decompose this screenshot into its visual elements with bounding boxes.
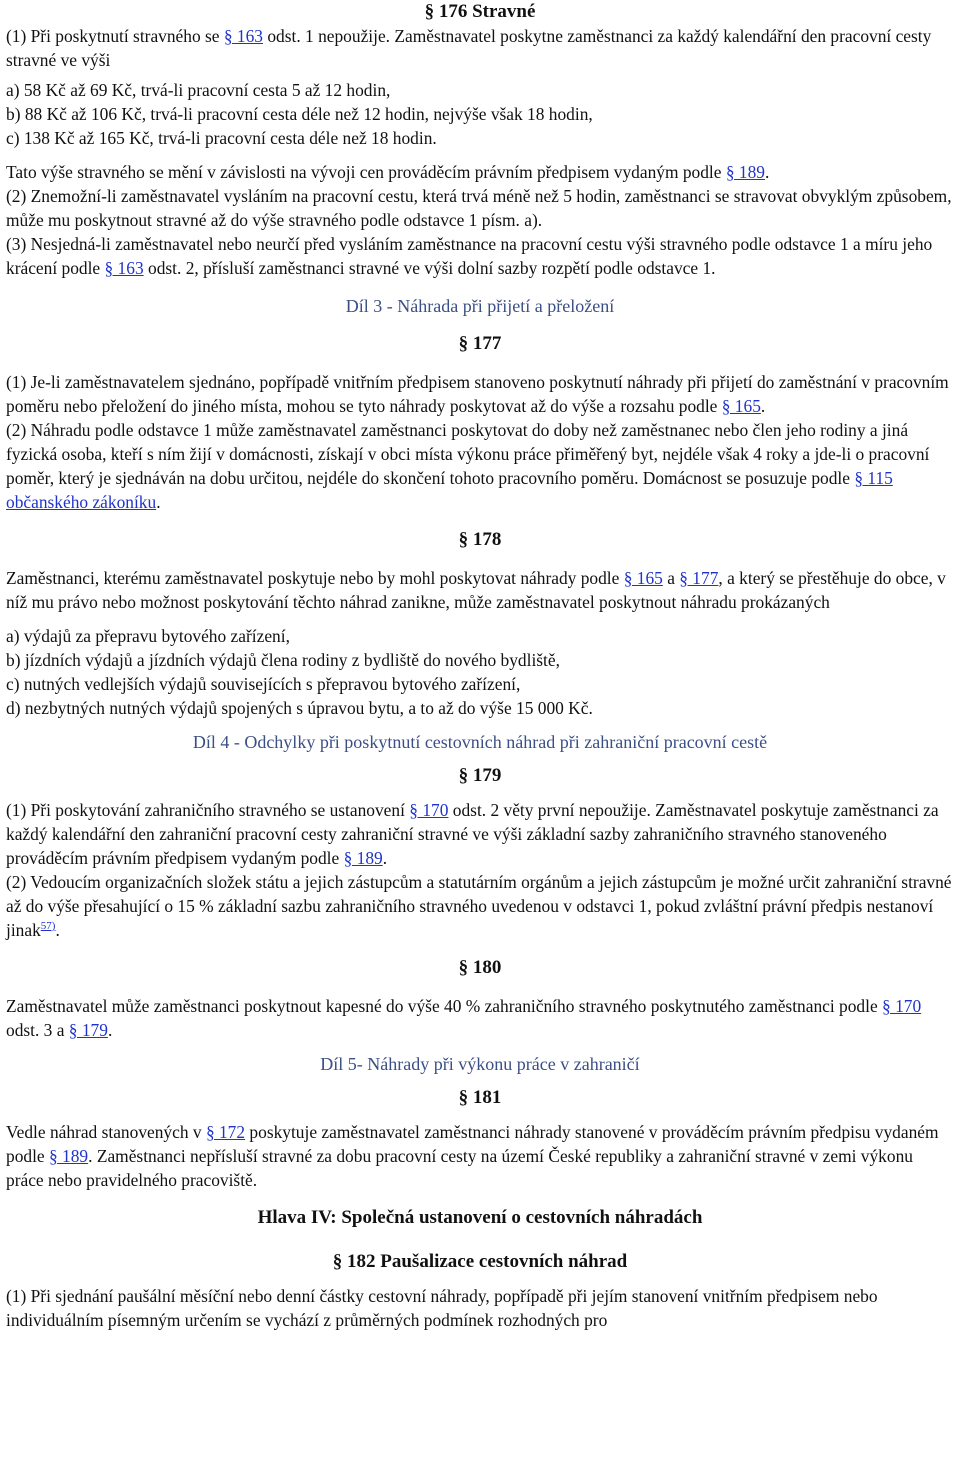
link-172[interactable]: § 172 [205,1122,246,1142]
link-189[interactable]: § 189 [725,162,765,182]
section-180-heading: § 180 [458,957,502,978]
section-176-heading: § 176 Stravné [424,1,536,22]
s179-paragraph-2: (2) Vedoucím organizačních složek státu a jejich zástupcům a statutárním orgánům a jejich zástupcům je možné určit zahraniční stravné až do výše přesahující o 15 % základní sazbu zahraničního stravného uvedenou v odstavci 1, pokud zvláštní právní předpis nestanoví jinak$^{57)}$. [6,872,952,940]
link-165[interactable]: § 165 [721,396,761,416]
link-177[interactable]: § 177 [679,568,719,588]
link-170b[interactable]: § 170 [882,996,922,1016]
s179-paragraph-1: (1) Při poskytování zahraničního stravného se ustanovení § 170 odst. 2 věty první nepoužije. Zaměstnavatel poskytuje zaměstnanci za každý kalendářní den zahraniční pracovní cesty zahraniční stravné ve výši základní sazby zahraničního stravného stanoveného prováděcím právním předpisem vydaným podle § 189. [6,800,939,868]
dil-5-heading: Díl 5- Náhrady při výkonu práce v zahraničí [320,1054,640,1074]
link-179[interactable]: § 179 [68,1020,108,1040]
link-170[interactable]: § 170 [409,800,449,820]
dil-3-heading: Díl 3 - Náhrada při přijetí a přeložení [345,296,615,316]
s176-paragraph-1: (1) Při poskytnutí stravného se § 163 odst. 1 nepoužije. Zaměstnavatel poskytne zaměstnanci za každý kalendářní den pracovní cesty stravné ve výši [6,26,932,70]
s176-item-c: c) 138 Kč až 165 Kč, trvá-li pracovní cesta déle než 18 hodin. [6,128,437,148]
link-115-civil-code[interactable]: § 115 občanského zákoníku [6,468,893,512]
s176-item-b: b) 88 Kč až 106 Kč, trvá-li pracovní cesta déle než 12 hodin, nejvýše však 18 hodin, [6,104,593,124]
s182-paragraph-1: (1) Při sjednání paušální měsíční nebo denní částky cestovní náhrady, popřípadě při jejím stanovení vnitřním předpisem nebo individuálním písemným určením se vychází z průměrných podmínek rozhodných pro [6,1286,878,1330]
link-165b[interactable]: § 165 [623,568,663,588]
dil-4-heading: Díl 4 - Odchylky při poskytnutí cestovních náhrad při zahraniční pracovní cestě [192,732,768,752]
s178-item-d: d) nezbytných nutných výdajů spojených s úpravou bytu, a to až do výše 15 000 Kč. [6,698,593,718]
s178-item-b: b) jízdních výdajů a jízdních výdajů člena rodiny z bydliště do nového bydliště, [6,650,560,670]
s180-paragraph-1: Zaměstnavatel může zaměstnanci poskytnout kapesné do výše 40 % zahraničního stravného poskytnutého zaměstnanci podle § 170 odst. 3 a § 179. [6,996,922,1040]
s176-item-a: a) 58 Kč až 69 Kč, trvá-li pracovní cesta 5 až 12 hodin, [6,80,391,100]
s176-tato-paragraph: Tato výše stravného se mění v závislosti na vývoji cen prováděcím právním předpisem vydaným podle § 189. [6,162,770,182]
link-163[interactable]: § 163 [223,26,263,46]
footnote-57-link[interactable]: 57) [40,920,56,933]
section-179-heading: § 179 [458,765,502,786]
hlava-4-heading: Hlava IV: Společná ustanovení o cestovních náhradách [257,1207,703,1228]
s177-paragraph-1: (1) Je-li zaměstnavatelem sjednáno, popřípadě vnitřním předpisem stanoveno poskytnutí náhrady při přijetí do zaměstnání v pracovním poměru nebo přeložení do jiného místa, mohou se tyto náhrady poskytovat až do výše a rozsahu podle § 165. [6,372,949,416]
section-178-heading: § 178 [458,529,502,550]
section-181-heading: § 181 [458,1087,502,1108]
section-177-heading: § 177 [458,333,502,354]
section-182-heading: § 182 Paušalizace cestovních náhrad [332,1251,628,1272]
s176-paragraph-2: (2) Znemožní-li zaměstnavatel vysláním na pracovní cestu, která trvá méně než 5 hodin, zaměstnanci se stravovat obvyklým způsobem, může mu poskytnout stravné až do výše stravného podle odstavce 1 písm. a). [6,186,952,230]
s178-item-c: c) nutných vedlejších výdajů souvisejících s přepravou bytového zařízení, [6,674,521,694]
link-189c[interactable]: § 189 [49,1146,89,1166]
s177-paragraph-2: (2) Náhradu podle odstavce 1 může zaměstnavatel zaměstnanci poskytovat do doby než zaměstnanec nebo člen jeho rodiny a jiná fyzická osoba, kteří s ním žijí v domácnosti, získají v obci místa výkonu práce přiměřený byt, nejdéle však 4 roky a jde-li o pracovní poměr, který je sjednáván na dobu určitou, nejdéle do skončení tohoto pracovního poměru. Domácnost se posuzuje podle § 115 občanského zákoníku. [6,420,930,512]
link-189b[interactable]: § 189 [343,848,383,868]
s178-item-a: a) výdajů za přepravu bytového zařízení, [6,626,290,646]
s176-paragraph-3: (3) Nesjedná-li zaměstnavatel nebo neurčí před vysláním zaměstnance na pracovní cestu výši stravného podle odstavce 1 a míru jeho krácení podle § 163 odst. 2, přísluší zaměstnanci stravné ve výši dolní sazby rozpětí podle odstavce 1. [6,234,933,278]
s178-paragraph-1: Zaměstnanci, kterému zaměstnavatel poskytuje nebo by mohl poskytovat náhrady podle § 165 a § 177, a který se přestěhuje do obce, v níž mu právo nebo možnost poskytování těchto náhrad zanikne, může zaměstnavatel poskytnout náhradu prokázaných [6,568,946,612]
link-163b[interactable]: § 163 [104,258,144,278]
s181-paragraph-1: Vedle náhrad stanovených v § 172 poskytuje zaměstnavatel zaměstnanci náhrady stanovené v prováděcím právním předpisu vydaném podle § 189. Zaměstnanci nepřísluší stravné za dobu pracovní cesty na území České republiky a zahraniční stravné v zemi výkonu práce nebo pravidelného pracoviště. [6,1122,939,1190]
